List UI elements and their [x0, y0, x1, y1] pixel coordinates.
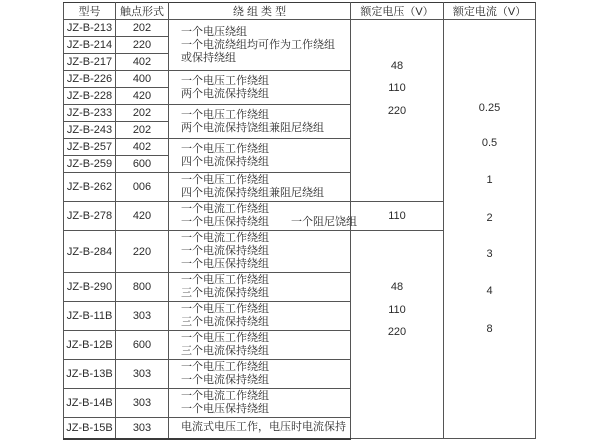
winding-cell: 一个电流工作绕组 一个电压保持绕组	[169, 389, 351, 418]
relay-spec-table	[63, 2, 536, 440]
contact-cell: 202	[116, 20, 169, 37]
winding-cell: 一个电流工作绕组 一个电流保持绕组 一个电压保持绕组	[169, 231, 351, 273]
model-cell: JZ-B-290	[64, 273, 116, 302]
contact-cell: 202	[116, 122, 169, 139]
contact-cell: 220	[116, 231, 169, 273]
model-cell: JZ-B-12B	[64, 331, 116, 360]
current-value: 0.5	[481, 137, 498, 149]
winding-cell: 一个电压工作绕组 三个电流保持绕组	[169, 331, 351, 360]
model-cell: JZ-B-11B	[64, 302, 116, 331]
winding-cell: 一个电压工作绕组 一个电流保持绕组	[169, 360, 351, 389]
contact-cell: 202	[116, 105, 169, 122]
contact-cell: 800	[116, 273, 169, 302]
model-cell: JZ-B-243	[64, 122, 116, 139]
model-cell: JZ-B-259	[64, 156, 116, 173]
contact-cell: 303	[116, 360, 169, 389]
contact-cell: 303	[116, 302, 169, 331]
winding-cell: 电流式电压工作，电压时电流保持	[169, 418, 351, 439]
voltage-value: 220	[387, 326, 407, 338]
header-row	[64, 3, 536, 20]
voltage-value: 110	[388, 304, 406, 316]
model-cell: JZ-B-257	[64, 139, 116, 156]
current-value: 2	[486, 212, 493, 224]
voltage-cell-group1	[351, 20, 444, 202]
model-cell: JZ-B-278	[64, 202, 116, 231]
col-header-rated-voltage: 额定电压（V）	[351, 3, 444, 20]
winding-cell: 一个电压工作绕组 两个电流保持绕组	[169, 71, 351, 105]
winding-cell: 一个电压工作绕组 四个电流保持绕组	[169, 139, 351, 173]
current-value: 8	[486, 323, 493, 335]
model-cell: JZ-B-14B	[64, 389, 116, 418]
model-cell: JZ-B-214	[64, 37, 116, 54]
contact-cell: 420	[116, 88, 169, 105]
winding-cell: 一个电压绕组 一个电流绕组均可作为工作绕组 或保持绕组	[169, 20, 351, 71]
contact-cell: 402	[116, 139, 169, 156]
model-cell: JZ-B-213	[64, 20, 116, 37]
col-header-winding-type: 绕 组 类 型	[169, 3, 351, 20]
model-cell: JZ-B-262	[64, 173, 116, 202]
contact-cell: 006	[116, 173, 169, 202]
winding-cell: 一个电压工作绕组 两个电流保持饶组兼阻尼绕组	[169, 105, 351, 139]
voltage-value: 220	[387, 105, 407, 117]
model-cell: JZ-B-13B	[64, 360, 116, 389]
voltage-cell-group2: 110	[351, 202, 444, 231]
contact-cell: 220	[116, 37, 169, 54]
model-cell: JZ-B-217	[64, 54, 116, 71]
winding-cell: 一个电流工作绕组 一个电压保持绕组 一个阻尼饶组	[169, 202, 351, 231]
col-header-rated-current: 额定电流（V）	[444, 3, 536, 20]
current-value: 1	[486, 174, 493, 186]
model-cell: JZ-B-233	[64, 105, 116, 122]
contact-cell: 303	[116, 418, 169, 439]
winding-cell: 一个电压工作绕组 三个电流保持绕组	[169, 302, 351, 331]
col-header-model: 型号	[64, 3, 116, 20]
contact-cell: 600	[116, 156, 169, 173]
contact-cell: 402	[116, 54, 169, 71]
contact-cell: 400	[116, 71, 169, 88]
voltage-value: 48	[390, 281, 404, 293]
contact-cell: 303	[116, 389, 169, 418]
model-cell: JZ-B-15B	[64, 418, 116, 439]
contact-cell: 600	[116, 331, 169, 360]
winding-cell: 一个电压工作绕组 四个电流保持绕组兼阻尼绕组	[169, 173, 351, 202]
model-cell: JZ-B-228	[64, 88, 116, 105]
current-value: 3	[486, 248, 493, 260]
model-cell: JZ-B-226	[64, 71, 116, 88]
winding-cell: 一个电压工作绕组 三个电流保持绕组	[169, 273, 351, 302]
voltage-value: 48	[390, 60, 404, 72]
current-cell	[444, 20, 536, 439]
voltage-value: 110	[388, 82, 406, 94]
model-cell: JZ-B-284	[64, 231, 116, 273]
current-value: 4	[486, 285, 493, 297]
table-row	[64, 20, 536, 37]
col-header-contact-form: 触点形式	[116, 3, 169, 20]
voltage-cell-group3	[351, 231, 444, 439]
current-value: 0.25	[478, 102, 501, 114]
contact-cell: 420	[116, 202, 169, 231]
